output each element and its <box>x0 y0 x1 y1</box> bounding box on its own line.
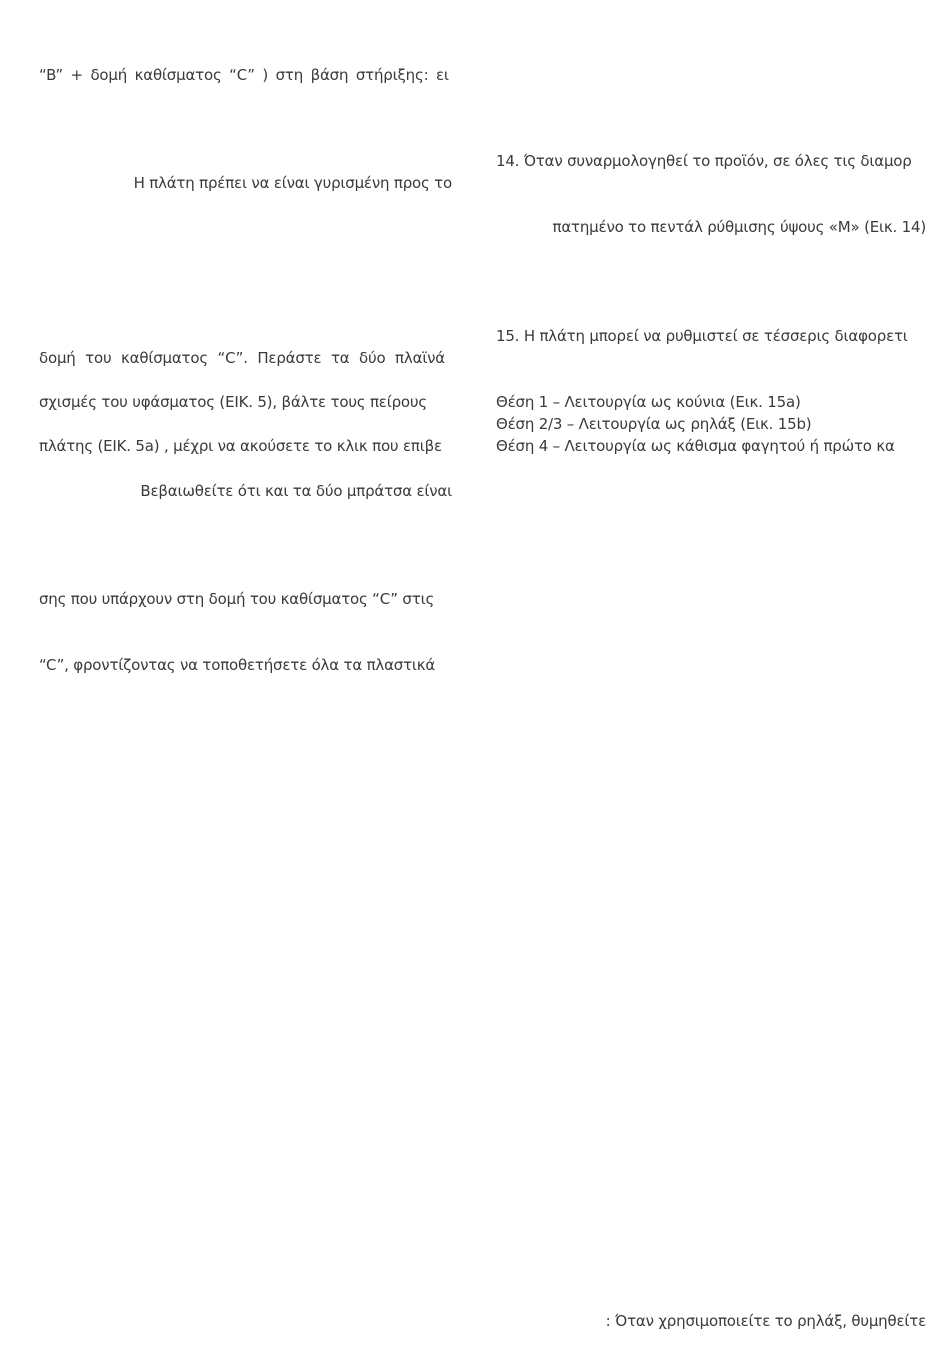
left-text-line-1: “B” + δομή καθίσματος “C” ) στη βάση στήριξης: ει <box>39 66 449 84</box>
left-text-line-4: σχισμές του υφάσματος (ΕΙΚ. 5), βάλτε τους πείρους <box>39 393 427 411</box>
position-2-3-line: Θέση 2/3 – Λειτουργία ως ρηλάξ (Εικ. 15b) <box>496 415 812 433</box>
left-text-line-5: πλάτης (ΕΙΚ. 5a) , μέχρι να ακούσετε το κλικ που επιβε <box>39 437 442 455</box>
position-4-line: Θέση 4 – Λειτουργία ως κάθισμα φαγητού ή πρώτο κα <box>496 437 895 455</box>
left-text-line-3: δομή του καθίσματος “C”. Περάστε τα δύο πλαϊνά <box>39 349 445 367</box>
left-text-line-6: Βεβαιωθείτε ότι και τα δύο μπράτσα είναι <box>140 482 452 500</box>
right-text-line-15: 15. Η πλάτη μπορεί να ρυθμιστεί σε τέσσερις διαφορετι <box>496 327 908 345</box>
right-text-line-pedal: πατημένο το πεντάλ ρύθμισης ύψους «M» (Εικ. 14) <box>552 218 926 236</box>
right-text-line-14: 14. Όταν συναρμολογηθεί το προϊόν, σε όλες τις διαμορ <box>496 152 912 170</box>
left-text-line-7: σης που υπάρχουν στη δομή του καθίσματος “C” στις <box>39 590 435 608</box>
left-text-line-8: “C”, φροντίζοντας να τοποθετήσετε όλα τα πλαστικά <box>39 656 436 674</box>
left-text-line-2: Η πλάτη πρέπει να είναι γυρισμένη προς το <box>133 174 452 192</box>
footer-note: : Όταν χρησιμοποιείτε το ρηλάξ, θυμηθείτε <box>605 1312 926 1330</box>
position-1-line: Θέση 1 – Λειτουργία ως κούνια (Εικ. 15a) <box>496 393 801 411</box>
